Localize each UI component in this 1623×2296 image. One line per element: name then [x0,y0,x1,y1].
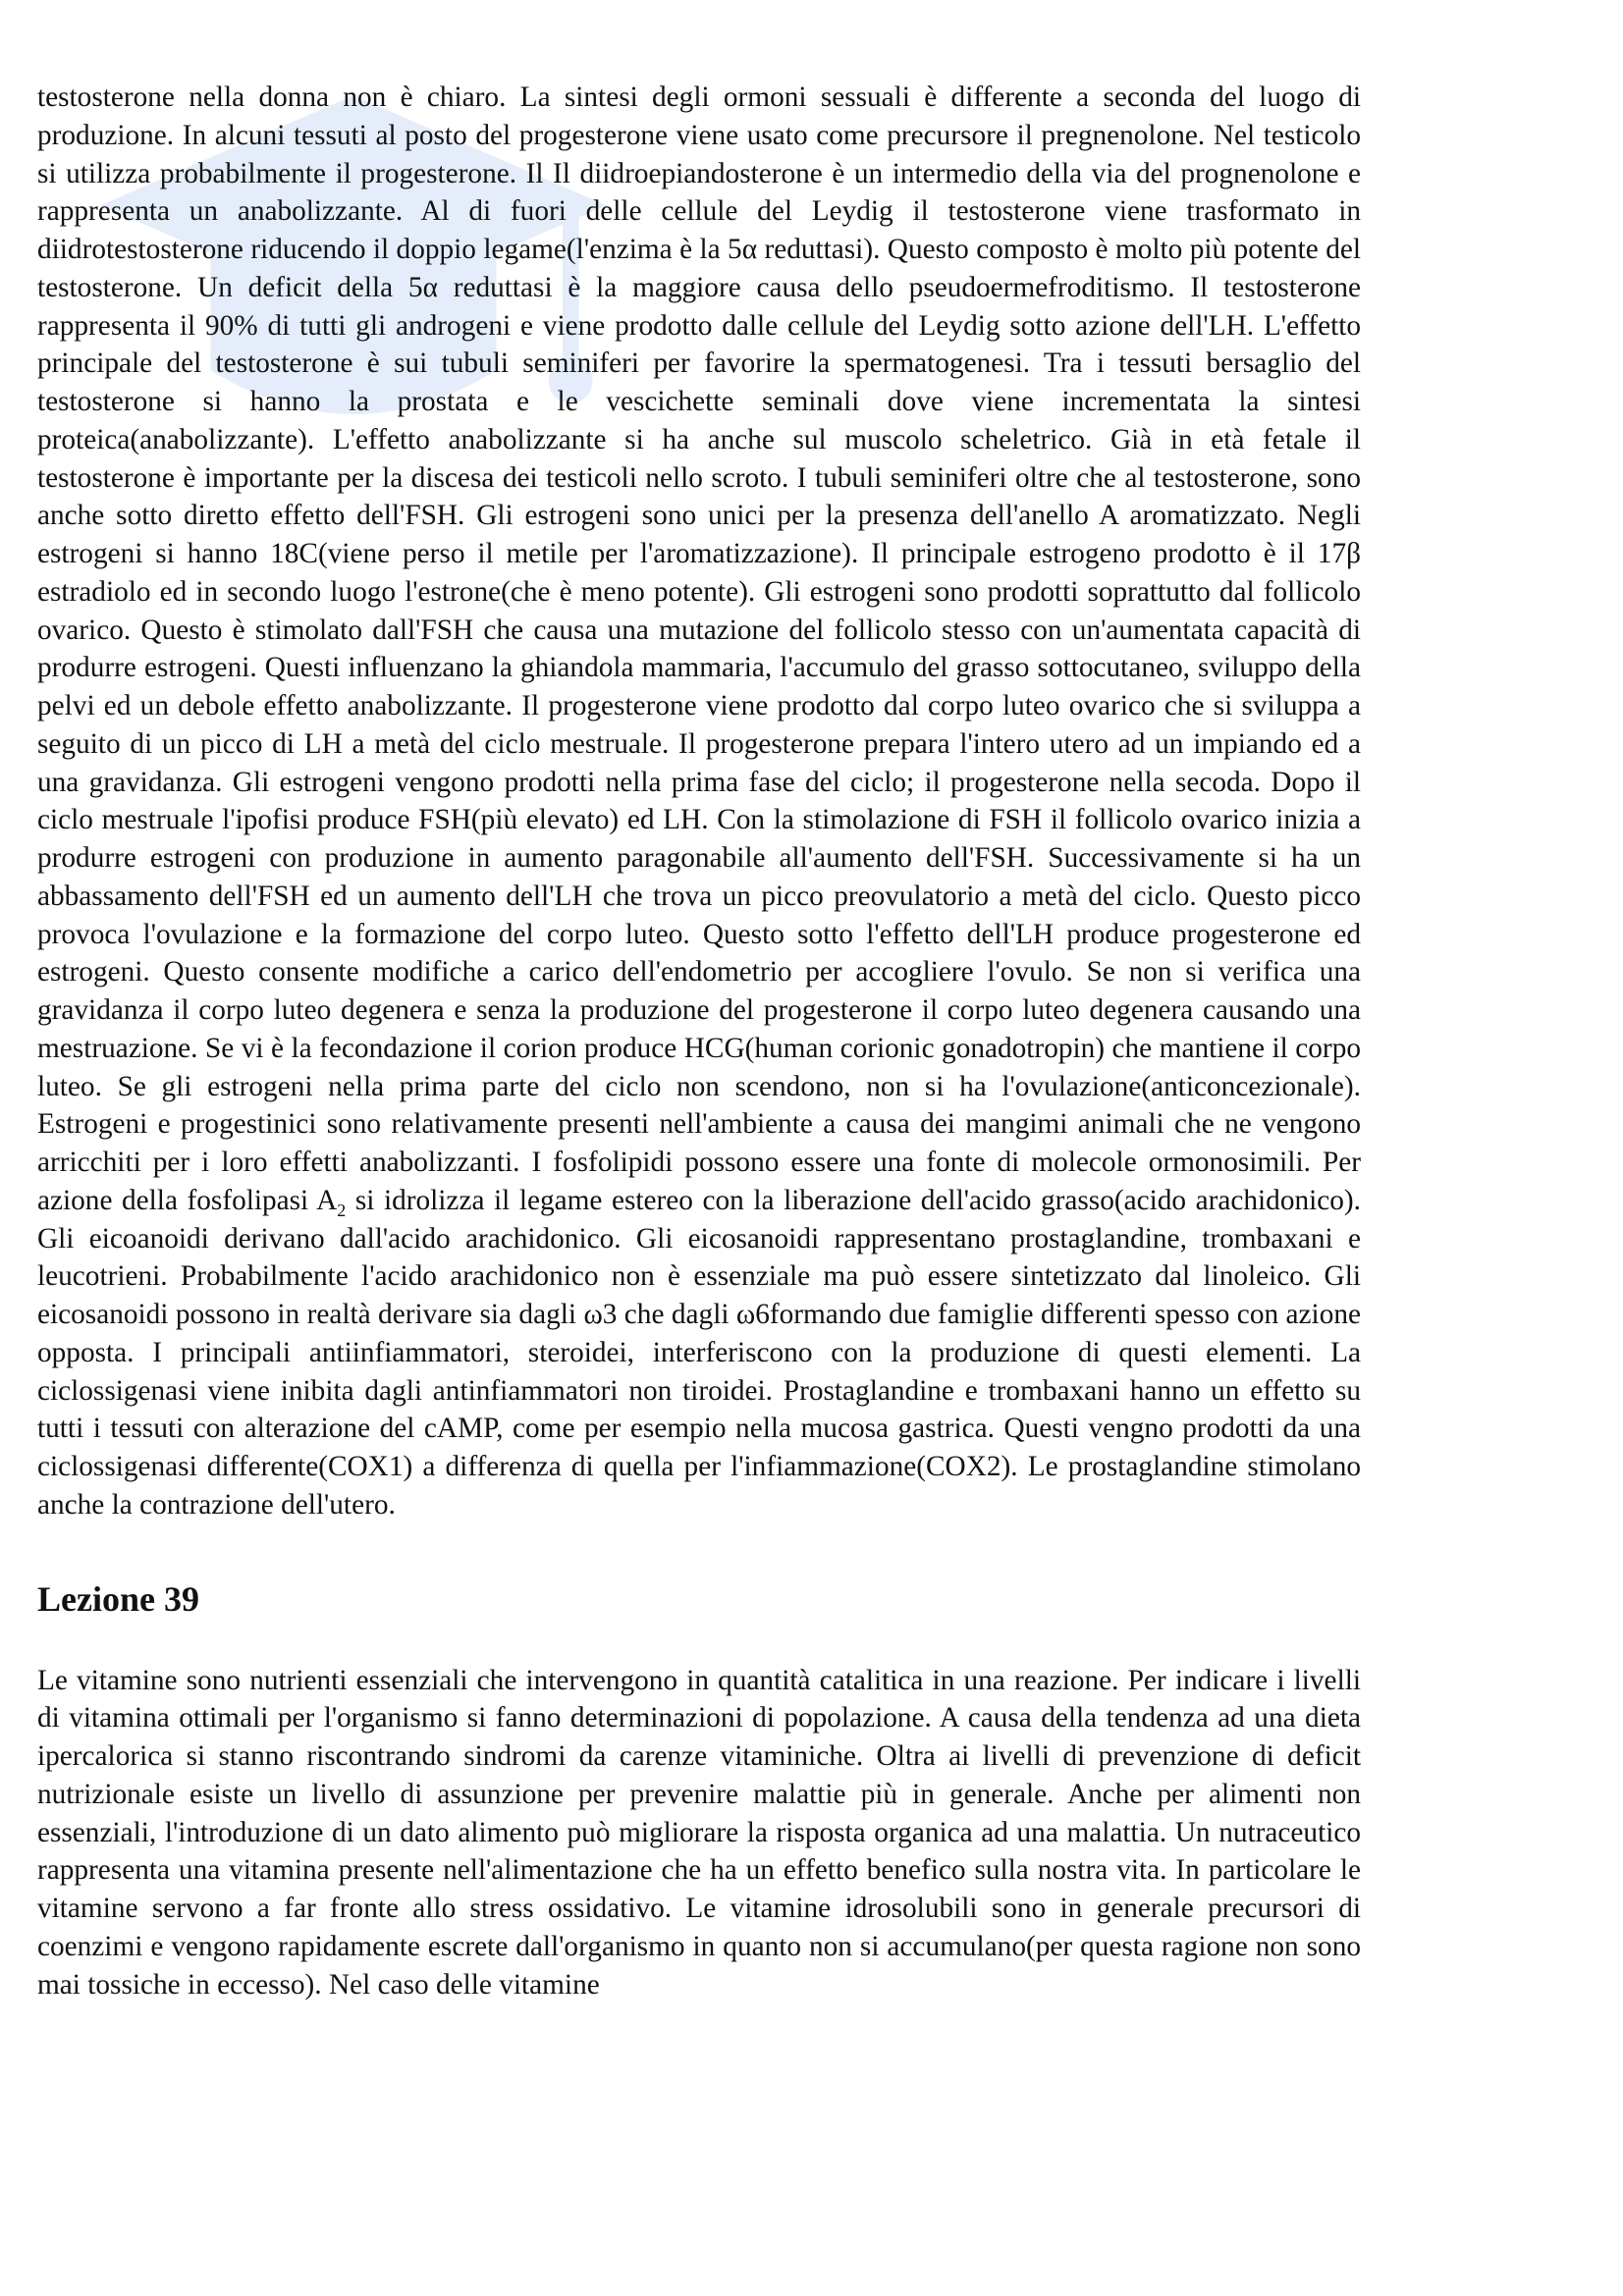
section-heading: Lezione 39 [37,1578,199,1619]
paragraph-1-text-continued: si idrolizza il legame estereo con la liberazione dell'acido grasso(acido arachidonico). Gli eicoanoidi derivano dall'acido arachidonico. Gli eicosanoidi rappresentano prostaglandine, trombaxani e leucotrieni. Probabilmente l'acido arachidonico non è essenziale ma può essere sintetizzato dal linoleico. Gli eicosanoidi possono in realtà derivare sia dagli ω3 che dagli ω6formando due famiglie differenti spesso con azione opposta. I principali antiinfiammatori, steroidei, interferiscono con la produzione di questi elementi. La ciclossigenasi viene inibita dagli antinfiammatori non tiroidei. Prostaglandine e trombaxani hanno un effetto su tutti i tessuti con alterazione del cAMP, come per esempio nella mucosa gastrica. Questi vengno prodotti da una ciclossigenasi differente(COX1) a differenza di quella per l'infiammazione(COX2). Le prostaglandine stimolano anche la contrazione dell'utero. [37,1184,1361,1521]
body-paragraph-1 [37,79,1361,1524]
document-page [37,79,1361,2003]
subscript-2: 2 [337,1200,347,1220]
paragraph-1-text: testosterone nella donna non è chiaro. La sintesi degli ormoni sessuali è differente a seconda del luogo di produzione. In alcuni tessuti al posto del progesterone viene usato come precursore il pregnenolone. Nel testicolo si utilizza probabilmente il progesterone. Il Il diidroepiandosterone è un intermedio della via del prognenolone e rappresenta un anabolizzante. Al di fuori delle cellule del Leydig il testosterone viene trasformato in diidrotestosterone riducendo il doppio legame(l'enzima è la 5α reduttasi). Questo composto è molto più potente del testosterone. Un deficit della 5α reduttasi è la maggiore causa dello pseudoermefroditismo. Il testosterone rappresenta il 90% di tutti gli androgeni e viene prodotto dalle cellule del Leydig sotto azione dell'LH. L'effetto principale del testosterone è sui tubuli seminiferi per favorire la spermatogenesi. Tra i tessuti bersaglio del testosterone si hanno la prostata e le vescichette seminali dove viene incrementata la sintesi proteica(anabolizzante). L'effetto anabolizzante si ha anche sul muscolo scheletrico. Già in età fetale il testosterone è importante per la discesa dei testicoli nello scroto. I tubuli seminiferi oltre che al testosterone, sono anche sotto diretto effetto dell'FSH. Gli estrogeni sono unici per la presenza dell'anello A aromatizzato. Negli estrogeni si hanno 18C(viene perso il metile per l'aromatizzazione). Il principale estrogeno prodotto è il 17β estradiolo ed in secondo luogo l'estrone(che è meno potente). Gli estrogeni sono prodotti soprattutto dal follicolo ovarico. Questo è stimolato dall'FSH che causa una mutazione del follicolo stesso con un'aumentata capacità di produrre estrogeni. Questi influenzano la ghiandola mammaria, l'accumulo del grasso sottocutaneo, sviluppo della pelvi ed un debole effetto anabolizzante. Il progesterone viene prodotto dal corpo luteo ovarico che si sviluppa a seguito di un picco di LH a metà del ciclo mestruale. Il progesterone prepara l'intero utero ad un impiando ed a una gravidanza. Gli estrogeni vengono prodotti nella prima fase del ciclo; il progesterone nella secoda. Dopo il ciclo mestruale l'ipofisi produce FSH(più elevato) ed LH. Con la stimolazione di FSH il follicolo ovarico inizia a produrre estrogeni con produzione in aumento paragonabile all'aumento dell'FSH. Successivamente si ha un abbassamento dell'FSH ed un aumento dell'LH che trova un picco preovulatorio a metà del ciclo. Questo picco provoca l'ovulazione e la formazione del corpo luteo. Questo sotto l'effetto dell'LH produce progesterone ed estrogeni. Questo consente modifiche a carico dell'endometrio per accogliere l'ovulo. Se non si verifica una gravidanza il corpo luteo degenera e senza la produzione del progesterone il corpo luteo degenera causando una mestruazione. Se vi è la fecondazione il corion produce HCG(human corionic gonadotropin) che mantiene il corpo luteo. Se gli estrogeni nella prima parte del ciclo non scendono, non si ha l'ovulazione(anticoncezionale). Estrogeni e progestinici sono relativamente presenti nell'ambiente a causa dei mangimi animali che ne vengono arricchiti per i loro effetti anabolizzanti. I fosfolipidi possono essere una fonte di molecole ormonosimili. Per azione della fosfolipasi A [37,81,1361,1216]
body-paragraph-2: Le vitamine sono nutrienti essenziali che intervengono in quantità catalitica in una reazione. Per indicare i livelli di vitamina ottimali per l'organismo si fanno determinazioni di popolazione. A causa della tendenza ad una dieta ipercalorica si stanno riscontrando sindromi da carenze vitaminiche. Oltra ai livelli di prevenzione di deficit nutrizionale esiste un livello di assunzione per prevenire malattie più in generale. Anche per alimenti non essenziali, l'introduzione di un dato alimento può migliorare la risposta organica ad una malattia. Un nutraceutico rappresenta una vitamina presente nell'alimentazione che ha un effetto benefico sulla nostra vita. In particolare le vitamine servono a far fronte allo stress ossidativo. Le vitamine idrosolubili sono in generale precursori di coenzimi e vengono rapidamente escrete dall'organismo in quanto non si accumulano(per questa ragione non sono mai tossiche in eccesso). Nel caso delle vitamine [37,1664,1361,2001]
